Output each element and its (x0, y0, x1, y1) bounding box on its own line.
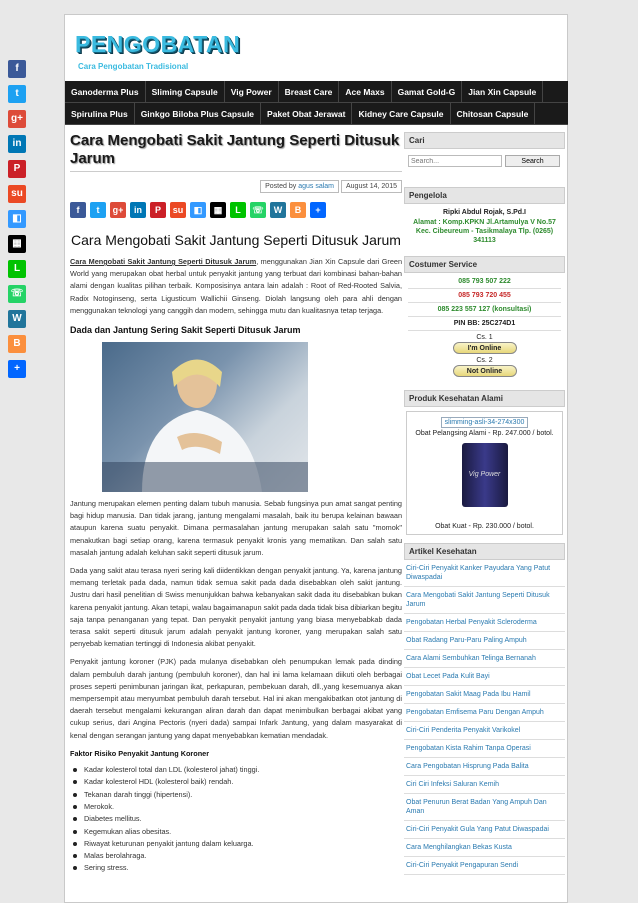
nav-item[interactable]: Kidney Care Capsule (352, 103, 450, 125)
nav-item[interactable]: Ginkgo Biloba Plus Capsule (135, 103, 261, 125)
nav-item[interactable]: Paket Obat Jerawat (261, 103, 352, 125)
wordpress-icon[interactable]: W (8, 310, 26, 328)
pengelola-widget (404, 204, 565, 250)
nav-item[interactable]: Gamat Gold-G (392, 81, 463, 103)
risk-item: Malas berolahraga. (70, 850, 402, 862)
owner-name: Ripki Abdul Rojak, S.Pd.I (443, 209, 526, 216)
owner-address: Alamat : Komp.KPKN Jl.Artamulya V No.57 Kec. Cibeureum - Tasikmalaya Tlp. (0265) 341113 (413, 219, 556, 244)
main-nav (65, 81, 568, 125)
article-photo (102, 342, 308, 492)
article-heading: Cara Mengobati Sakit Jantung Seperti Ditusuk Jarum (71, 232, 401, 248)
nav-item[interactable]: Ace Maxs (339, 81, 391, 103)
risk-item: Tekanan darah tinggi (hipertensi). (70, 789, 402, 801)
risk-item: Riwayat keturunan penyakit jantung dalam keluarga. (70, 838, 402, 850)
post-author (260, 180, 339, 193)
line-icon[interactable]: L (230, 202, 246, 218)
cs1-label: Cs. 1 (476, 334, 493, 341)
nav-item[interactable]: Vig Power (225, 81, 279, 103)
article-link[interactable]: Cara Alami Sembuhkan Telinga Bernanah (404, 650, 565, 668)
digg-icon[interactable]: ▦ (210, 202, 226, 218)
risk-item: Kadar kolesterol total dan LDL (kolesterol jahat) tinggi. (70, 764, 402, 776)
woman-chest-pain-image (102, 342, 308, 492)
phone-3[interactable]: 085 223 557 127 (konsultasi) (408, 303, 561, 317)
googleplus-icon[interactable]: g+ (8, 110, 26, 128)
sidebar (404, 132, 565, 875)
author-link[interactable]: agus salam (298, 183, 334, 190)
whatsapp-icon[interactable]: ☏ (8, 285, 26, 303)
nav-item[interactable]: Ganoderma Plus (65, 81, 146, 103)
cs2-label: Cs. 2 (476, 357, 493, 364)
section-heading: Dada dan Jantung Sering Sakit Seperti Ditusuk Jarum (70, 325, 301, 336)
blogger-icon[interactable]: B (290, 202, 306, 218)
linkedin-icon[interactable]: in (130, 202, 146, 218)
produk-title: Produk Kesehatan Alami (404, 390, 565, 407)
wordpress-icon[interactable]: W (270, 202, 286, 218)
paragraph-2: Dada yang sakit atau terasa nyeri sering kali diidentikkan dengan penyakit jantung. Ya, karena jantung memang terletak pada dada, namun tidak semua sakit pada dada disebabkan oleh sakit jantung. Justru dari hasil penelitian di Swiss menunjukkan bahwa kebanyakan sakit dada itu disebabkan bukan karena penyakit jantung. Akan tetapi, walau bagaimanapun sakit pada dada tidak bisa dibiarkan begitu saja tanpa penanganan yang tepat. Dan penyakit penyakit jantung yang biasa menyebabkab dada terasa sakit seperti ditusuk jarum adalah penyakit jantung koroner, yang merupakan salah satu penyebab kematian tertinggi di Indonesia akibat penyakit. (70, 566, 402, 649)
article-link[interactable]: Ciri-Ciri Penyakit Pengapuran Sendi (404, 857, 565, 875)
stumbleupon-icon[interactable]: su (8, 185, 26, 203)
post-content (70, 132, 402, 875)
pinterest-icon[interactable]: P (8, 160, 26, 178)
risk-item: Diabetes mellitus. (70, 813, 402, 825)
posted-by-label: Posted by (265, 183, 297, 190)
delicious-icon[interactable]: ◧ (8, 210, 26, 228)
risk-item: Kegemukan alias obesitas. (70, 826, 402, 838)
vig-power-product-image[interactable]: Vig Power (462, 443, 508, 507)
line-icon[interactable]: L (8, 260, 26, 278)
cs1-status-badge[interactable]: I'm Online (453, 342, 517, 354)
page-container (64, 14, 568, 903)
post-meta (70, 180, 402, 193)
risk-factors-title: Faktor Risiko Penyakit Jantung Koroner (70, 748, 210, 758)
article-link[interactable]: Cara Pengobatan Hisprung Pada Balita (404, 758, 565, 776)
share-icon[interactable]: + (8, 360, 26, 378)
twitter-icon[interactable]: t (90, 202, 106, 218)
article-link[interactable]: Pengobatan Emfisema Paru Dengan Ampuh (404, 704, 565, 722)
twitter-icon[interactable]: t (8, 85, 26, 103)
nav-item[interactable]: Spirulina Plus (65, 103, 135, 125)
risk-item: Kadar kolesterol HDL (kolesterol baik) rendah. (70, 776, 402, 788)
nav-item[interactable]: Breast Care (279, 81, 340, 103)
digg-icon[interactable]: ▦ (8, 235, 26, 253)
product-1-caption: Obat Pelangsing Alami - Rp. 247.000 / botol. (415, 430, 554, 437)
blogger-icon[interactable]: B (8, 335, 26, 353)
paragraph-1: Jantung merupakan elemen penting dalam tubuh manusia. Sebab fungsinya pun amat sangat penting bagi hidup manusia. Dan tidak jarang, jantung mengalami masalah, baik itu berupa kelainan bawaan ataupun karena suatu penyakit. Dimana permasalahan jantung merupakan salah satu "momok" menakutkan bagi setiap orang, karena termasuk penyakit kronis yang mematikan. Dan salah satu masalah jantung adalah keluhan sakit seperti ditusuk jarum. (70, 499, 402, 557)
cs-title: Costumer Service (404, 256, 565, 273)
site-tagline: Cara Pengobatan Tradisional (78, 62, 189, 71)
product-image-label[interactable]: slimming-asli-34-274x300 (441, 417, 529, 428)
article-link[interactable]: Cara Menghilangkan Bekas Kusta (404, 839, 565, 857)
cs-widget (404, 273, 565, 382)
delicious-icon[interactable]: ◧ (190, 202, 206, 218)
article-link[interactable]: Ciri-Ciri Penyakit Kanker Payudara Yang Patut Diwaspadai (404, 560, 565, 587)
risk-item: Merokok. (70, 801, 402, 813)
post-title[interactable]: Cara Mengobati Sakit Jantung Seperti Ditusuk Jarum (70, 132, 402, 172)
share-icon[interactable]: + (310, 202, 326, 218)
intro-bold[interactable]: Cara Mengobati Sakit Jantung Seperti Ditusuk Jarum (70, 257, 257, 266)
floating-share-bar (0, 60, 28, 385)
pengelola-title: Pengelola (404, 187, 565, 204)
article-link[interactable]: Obat Penurun Berat Badan Yang Ampuh Dan Aman (404, 794, 565, 821)
phone-1[interactable]: 085 793 507 222 (408, 275, 561, 289)
phone-2[interactable]: 085 793 720 455 (408, 289, 561, 303)
paragraph-3: Penyakit jantung koroner (PJK) pada mulanya disebabkan oleh penumpukan lemak pada dinding dalam pembuluh darah jantung (pembuluh koroner), dan hal ini lama kelamaan diikuti oleh berbagai proses seperti penimbunan jaringan ikat, perkapuran, pembekuan darah, dll.,yang kesemuanya akan mempersempit atau menyumbat pembuluh darah tersebut. Hal ini akan mengakibatkan otot jantung di daerah tersebut mengalami kekurangan aliran darah dan dapat menimbulkan berbagai akibat yang cukup serius, dari Angina Pectoris (nyeri dada) sampai Infark Jantung, yang dalam masyarakat di kenal dengan serangan jantung yang dapat menyebabkan kematian mendadak. (70, 657, 402, 740)
risk-item: Sering stress. (70, 862, 402, 874)
bb-pin: PIN BB: 25C274D1 (408, 317, 561, 331)
share-buttons (70, 202, 402, 218)
search-widget (404, 149, 565, 175)
search-button[interactable]: Search (505, 155, 560, 167)
nav-row-2 (65, 103, 568, 125)
article-link[interactable]: Ciri-Ciri Penyakit Gula Yang Patut Diwaspadai (404, 821, 565, 839)
googleplus-icon[interactable]: g+ (110, 202, 126, 218)
article-list (404, 560, 565, 875)
facebook-icon[interactable]: f (70, 202, 86, 218)
site-logo[interactable]: PENGOBATAN (75, 31, 241, 57)
article-link[interactable]: Pengobatan Herbal Penyakit Scleroderma (404, 614, 565, 632)
search-widget-title: Cari (404, 132, 565, 149)
intro-paragraph (70, 256, 402, 317)
stumbleupon-icon[interactable]: su (170, 202, 186, 218)
article-link[interactable]: Obat Lecet Pada Kulit Bayi (404, 668, 565, 686)
article-link[interactable]: Pengobatan Kista Rahim Tanpa Operasi (404, 740, 565, 758)
cs2-status-badge[interactable]: Not Online (453, 365, 517, 377)
facebook-icon[interactable]: f (8, 60, 26, 78)
nav-item[interactable]: Chitosan Capsule (451, 103, 536, 125)
article-link[interactable]: Ciri Ciri Infeksi Saluran Kemih (404, 776, 565, 794)
article-link[interactable]: Pengobatan Sakit Maag Pada Ibu Hamil (404, 686, 565, 704)
article-link[interactable]: Ciri-Ciri Penderita Penyakit Varikokel (404, 722, 565, 740)
whatsapp-icon[interactable]: ☏ (250, 202, 266, 218)
nav-item[interactable]: Sliming Capsule (146, 81, 225, 103)
post-date: August 14, 2015 (341, 180, 402, 193)
pinterest-icon[interactable]: P (150, 202, 166, 218)
search-input[interactable] (408, 155, 502, 167)
nav-row-1 (65, 81, 568, 103)
product-slider (406, 411, 563, 535)
intro-text: , menggunakan Jian Xin Capsule dari Green World yang merupakan obat herbal untuk penyakit jantung yang terbuat dari kombinasi bahan-bahan alami dengan kualitas pilihan terbaik. Komposisinya antara lain adalah : Root of Red-Rooted Salvia, Radix Notoginseng, serta Ligusticum Wallichii Ginseng. Diolah langsung oleh para ahli dengan menggunakan teknologi yang canggih dan modern, sehingga mutu dan kualitasnya tetap terjaga. (70, 257, 402, 315)
linkedin-icon[interactable]: in (8, 135, 26, 153)
article-link[interactable]: Obat Radang Paru-Paru Paling Ampuh (404, 632, 565, 650)
artikel-title: Artikel Kesehatan (404, 543, 565, 560)
risk-factors-list (70, 764, 402, 875)
nav-item[interactable]: Jian Xin Capsule (462, 81, 543, 103)
product-2-caption: Obat Kuat - Rp. 230.000 / botol. (435, 523, 534, 530)
article-link[interactable]: Cara Mengobati Sakit Jantung Seperti Ditusuk Jarum (404, 587, 565, 614)
